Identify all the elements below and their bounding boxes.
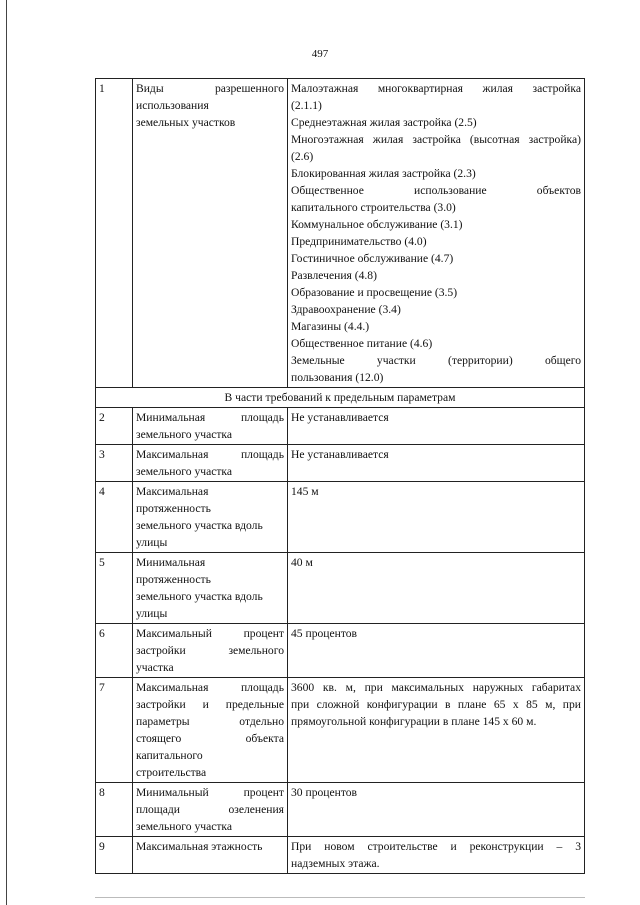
row-parameter-value — [288, 482, 585, 553]
row-number: 3 — [96, 445, 133, 482]
text-line: надземных этажа. — [291, 857, 380, 870]
row-number: 6 — [96, 624, 133, 678]
table-row — [96, 445, 585, 482]
list-item: Блокированная жилая застройка (2.3) — [291, 167, 476, 180]
text-line: 30 процентов — [291, 786, 358, 799]
text-line: участка — [136, 661, 174, 674]
text-line: земельного участка вдоль — [136, 590, 263, 603]
text-line: застройки земельного — [136, 644, 284, 657]
row-number: 2 — [96, 408, 133, 445]
text-line: стоящего объекта — [136, 732, 284, 745]
text-line: Максимальная — [136, 485, 209, 498]
table-row — [96, 482, 585, 553]
text-line: Минимальная площадь — [136, 411, 284, 424]
table-row — [96, 553, 585, 624]
text-line: 3600 кв. м, при максимальных наружных габаритах — [291, 681, 581, 694]
list-item: Общественное использование объектов — [291, 184, 581, 197]
scan-edge-line — [6, 0, 7, 905]
row-parameter-name — [133, 624, 288, 678]
text-line: улицы — [136, 607, 168, 620]
list-item: Коммунальное обслуживание (3.1) — [291, 218, 463, 231]
table-row — [96, 408, 585, 445]
list-item: Общественное питание (4.6) — [291, 337, 433, 350]
text-line: застройки и предельные — [136, 698, 284, 711]
text-line: использования — [136, 99, 209, 112]
row-number: 8 — [96, 783, 133, 837]
list-item: Среднеэтажная жилая застройка (2.5) — [291, 116, 477, 129]
row-parameter-value — [288, 624, 585, 678]
text-line: прямоугольной конфигурации в плане 145 х 60 м. — [291, 715, 537, 728]
table-row — [96, 678, 585, 783]
row-parameter-value — [288, 445, 585, 482]
list-item: (2.6) — [291, 150, 314, 163]
permitted-uses-list — [288, 79, 585, 388]
text-line: Максимальная площадь — [136, 681, 284, 694]
row-number: 7 — [96, 678, 133, 783]
text-line: площади озеленения — [136, 803, 284, 816]
text-line: строительства — [136, 766, 207, 779]
text-line: капитального — [136, 749, 203, 762]
row-parameter-name — [133, 482, 288, 553]
row-parameter-name — [133, 783, 288, 837]
list-item: пользования (12.0) — [291, 371, 384, 384]
row-parameter-name — [133, 837, 288, 874]
text-line: при сложной конфигурации в плане 65 х 85 м, при — [291, 698, 581, 711]
text-line: Максимальная площадь — [136, 448, 284, 461]
text-line: Минимальная — [136, 556, 206, 569]
list-item: Развлечения (4.8) — [291, 269, 377, 282]
text-line: улицы — [136, 536, 168, 549]
row-number: 5 — [96, 553, 133, 624]
row-parameter-name — [133, 79, 288, 388]
section-header: В части требований к предельным параметрам — [96, 388, 585, 408]
list-item: капитального строительства (3.0) — [291, 201, 456, 214]
section-header-row — [96, 388, 585, 408]
list-item: Здравоохранение (3.4) — [291, 303, 401, 316]
row-number: 4 — [96, 482, 133, 553]
row-parameter-value — [288, 837, 585, 874]
text-line: протяженность — [136, 573, 211, 586]
row-parameter-value — [288, 553, 585, 624]
table-row — [96, 783, 585, 837]
zoning-parameters-table — [95, 78, 585, 874]
table-row — [96, 79, 585, 388]
row-number: 1 — [96, 79, 133, 388]
text-line: параметры отдельно — [136, 715, 284, 728]
text-line: земельного участка — [136, 465, 233, 478]
list-item: (2.1.1) — [291, 99, 322, 112]
row-parameter-name — [133, 678, 288, 783]
list-item: Гостиничное обслуживание (4.7) — [291, 252, 454, 265]
text-line: 45 процентов — [291, 627, 358, 640]
list-item: Многоэтажная жилая застройка (высотная застройка) — [291, 133, 581, 146]
text-line: Максимальный процент — [136, 627, 284, 640]
text-line: При новом строительстве и реконструкции – 3 — [291, 840, 581, 853]
page-bottom-edge — [95, 897, 585, 898]
text-line: Максимальная этажность — [136, 840, 263, 853]
list-item: Образование и просвещение (3.5) — [291, 286, 458, 299]
text-line: земельного участка вдоль — [136, 519, 263, 532]
row-parameter-value — [288, 408, 585, 445]
page-number: 497 — [311, 48, 329, 60]
row-parameter-value — [288, 783, 585, 837]
text-line: земельных участков — [136, 116, 236, 129]
table-row — [96, 624, 585, 678]
list-item: Малоэтажная многоквартирная жилая застройка — [291, 82, 581, 95]
text-line: 145 м — [291, 485, 319, 498]
text-line: 40 м — [291, 556, 313, 569]
text-line: Виды разрешенного — [136, 82, 284, 95]
row-parameter-name — [133, 445, 288, 482]
text-line: Минимальный процент — [136, 786, 284, 799]
text-line: Не устанавливается — [291, 411, 389, 424]
text-line: земельного участка — [136, 428, 233, 441]
list-item: Предпринимательство (4.0) — [291, 235, 427, 248]
text-line: протяженность — [136, 502, 211, 515]
row-parameter-value — [288, 678, 585, 783]
row-parameter-name — [133, 553, 288, 624]
list-item: Земельные участки (территории) общего — [291, 354, 581, 367]
text-line: земельного участка — [136, 820, 233, 833]
row-number: 9 — [96, 837, 133, 874]
row-parameter-name — [133, 408, 288, 445]
text-line: Не устанавливается — [291, 448, 389, 461]
table-row — [96, 837, 585, 874]
list-item: Магазины (4.4.) — [291, 320, 370, 333]
